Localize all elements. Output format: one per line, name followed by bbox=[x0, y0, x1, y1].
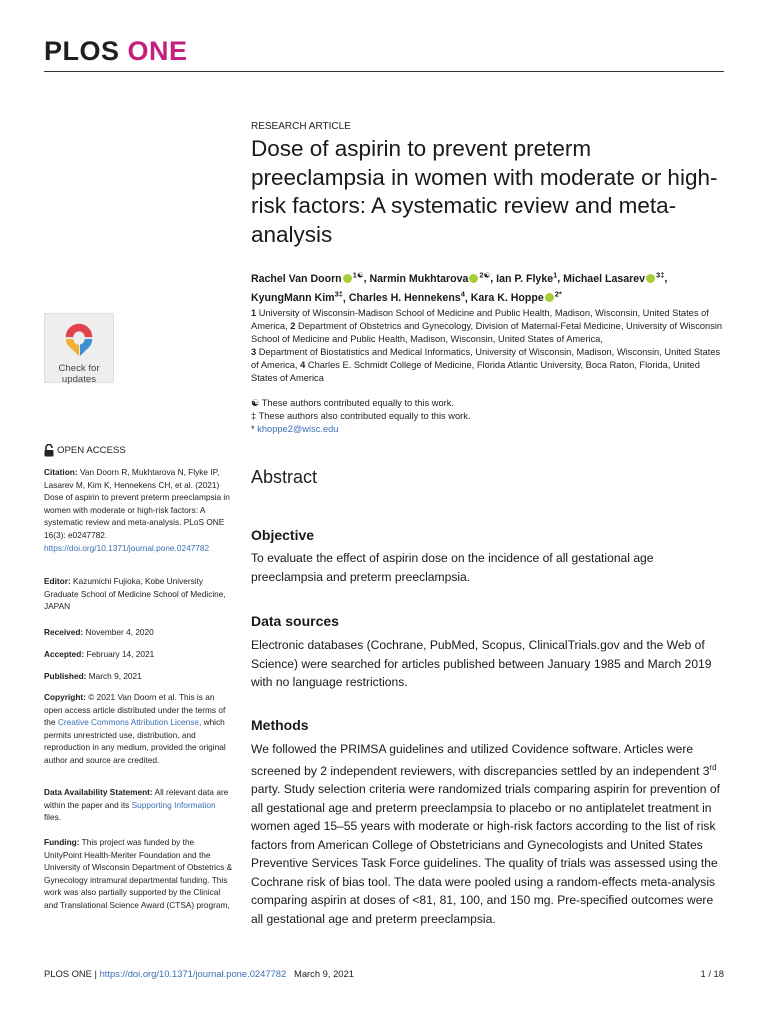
article-type: RESEARCH ARTICLE bbox=[251, 121, 351, 132]
header-divider bbox=[44, 71, 724, 72]
methods-heading: Methods bbox=[251, 717, 309, 733]
published-date: Published: March 9, 2021 bbox=[44, 671, 142, 681]
funding: Funding: This project was funded by the UnityPoint Health-Meriter Foundation and the University of Wisconsin Department of Obstetrics & Gynecology intramural departmental funding. This work was also partially supported by the Clinical and Translational Science Award (CTSA) program, bbox=[44, 837, 233, 910]
citation: Citation: Van Doorn R, Mukhtarova N, Flyke IP, Lasarev M, Kim K, Hennekens CH, et al. (2021) Dose of aspirin to prevent preterm preeclampsia in women with moderate or high-risk factors: A systematic review and meta-analysis. PLoS ONE 16(3): e0247782. https://doi.org/10.1371/journal.pone.0247782 bbox=[44, 467, 230, 553]
data-sources-text: Electronic databases (Cochrane, PubMed, Scopus, ClinicalTrials.gov and the Web of Science) were searched for articles published between January 1985 and March 2019 with no language restrictions. bbox=[251, 638, 712, 689]
abstract-heading: Abstract bbox=[251, 467, 318, 487]
editor: Editor: Kazumichi Fujioka, Kobe University Graduate School of Medicine School of Medicine, JAPAN bbox=[44, 576, 226, 612]
supporting-info-link[interactable]: Supporting Information bbox=[131, 799, 216, 810]
author[interactable]: Michael Lasarev $^{3\ddagger}$ bbox=[563, 270, 665, 285]
methods-text: We followed the PRIMSA guidelines and utilized Covidence software. Articles were screened by 2 independent reviewers, with discrepancies settled by an independent 3rd party. Study selection criteria were randomized trials comparing aspirin for prevention of all gestational age and preterm preeclampsia to placebo or no antiplatelet treatment in women aged 15–55 years with moderate or high-risk factors according to the list of risk factors from American College of Obstetricians and Gynecologists and United States Preventive Services Task Force guidelines. The quality of trials was assessed using the Cochrane risk of bias tool. The data were pooled using a random-effects meta-analysis comparing aspirin at doses of <81, 81, 100, and 150 mg. Pre-specified outcomes were all gestational age and preterm preeclampsia. bbox=[251, 742, 720, 926]
orcid-icon[interactable] bbox=[545, 293, 554, 302]
email-link[interactable]: khoppe2@wisc.edu bbox=[257, 424, 339, 434]
data-availability: Data Availability Statement: All relevant data are within the paper and its Supporting Information files. bbox=[44, 787, 229, 823]
author[interactable]: Rachel Van Doorn $^{1☯}$ bbox=[251, 270, 364, 285]
footer-doi-link[interactable]: https://doi.org/10.1371/journal.pone.0247782 bbox=[99, 968, 287, 979]
affiliation: 4 Charles E. Schmidt College of Medicine, Florida Atlantic University, Boca Raton, Florida, United States of America bbox=[251, 360, 700, 383]
article-title: Dose of aspirin to prevent preterm preeclampsia in women with moderate or high-risk factors: A systematic review and meta-analysis bbox=[251, 136, 718, 247]
orcid-icon[interactable] bbox=[343, 274, 352, 283]
received-date: Received: November 4, 2020 bbox=[44, 627, 154, 637]
contribution-notes bbox=[251, 397, 721, 436]
page-footer: PLOS ONE | https://doi.org/10.1371/journal.pone.0247782 March 9, 2021 1 / 18 bbox=[44, 968, 724, 979]
objective-heading: Objective bbox=[251, 527, 315, 543]
logo-plos: PLOS bbox=[44, 36, 120, 66]
author[interactable]: Narmin Mukhtarova $^{2☯}$ bbox=[369, 270, 491, 285]
data-sources-heading: Data sources bbox=[251, 613, 339, 629]
crossmark-icon bbox=[60, 320, 98, 358]
author-list: Rachel Van Doorn $^{1☯}$, Narmin Mukhtarova $^{2☯}$, Ian P. Flyke$^1$, Michael Lasarev $^{3\ddagger}$, KyungMann Kim$^{3\ddagger}$, Charles H. Hennekens$^4$, Kara K. Hoppe $^{2*}$ bbox=[251, 270, 668, 305]
equal-contrib-note: ☯ These authors contributed equally to this work. bbox=[251, 398, 454, 408]
affiliation: 3 Department of Biostatistics and Medical Informatics, University of Wisconsin, Madison, Wisconsin, United States of America, bbox=[251, 347, 721, 370]
author[interactable]: Ian P. Flyke$^1$ bbox=[496, 270, 558, 285]
open-lock-icon bbox=[44, 444, 54, 457]
author[interactable]: KyungMann Kim$^{3\ddagger}$ bbox=[251, 289, 343, 305]
orcid-icon[interactable] bbox=[469, 274, 478, 283]
check-updates-label: Check for updates bbox=[58, 363, 100, 385]
affiliations bbox=[251, 307, 726, 385]
page-number: 1 / 18 bbox=[700, 968, 724, 979]
affiliation: 2 Department of Obstetrics and Gynecology, Division of Maternal-Fetal Medicine, University of Wisconsin School of Medicine and Public Health, Madison, Wisconsin, United States of America, bbox=[251, 321, 723, 344]
check-for-updates-badge[interactable] bbox=[44, 313, 114, 383]
citation-doi-link[interactable]: https://doi.org/10.1371/journal.pone.0247782 bbox=[44, 542, 210, 553]
corresponding-email: * khoppe2@wisc.edu bbox=[251, 424, 339, 434]
copyright: Copyright: © 2021 Van Doorn et al. This is an open access article distributed under the terms of the Creative Commons Attribution License, which permits unrestricted use, distribution, and reproduction in any medium, provided the original author and source are credited. bbox=[44, 692, 226, 765]
journal-logo[interactable] bbox=[44, 36, 188, 67]
also-equal-note: ‡ These authors also contributed equally to this work. bbox=[251, 411, 471, 421]
license-link[interactable]: Creative Commons Attribution License bbox=[57, 717, 199, 728]
orcid-icon[interactable] bbox=[646, 274, 655, 283]
accepted-date: Accepted: February 14, 2021 bbox=[44, 649, 155, 659]
author[interactable]: Charles H. Hennekens$^4$ bbox=[348, 289, 465, 305]
footer-date: March 9, 2021 bbox=[294, 968, 354, 979]
author[interactable]: Kara K. Hoppe $^{2*}$ bbox=[470, 289, 562, 305]
logo-one: ONE bbox=[127, 36, 188, 66]
open-access-label: OPEN ACCESS bbox=[44, 444, 126, 457]
affiliation: 1 University of Wisconsin-Madison School of Medicine and Public Health, Madison, Wisconsin, United States of America, bbox=[251, 308, 709, 331]
objective-text: To evaluate the effect of aspirin dose on the incidence of all gestational age preeclampsia and preterm preeclampsia. bbox=[251, 551, 654, 584]
